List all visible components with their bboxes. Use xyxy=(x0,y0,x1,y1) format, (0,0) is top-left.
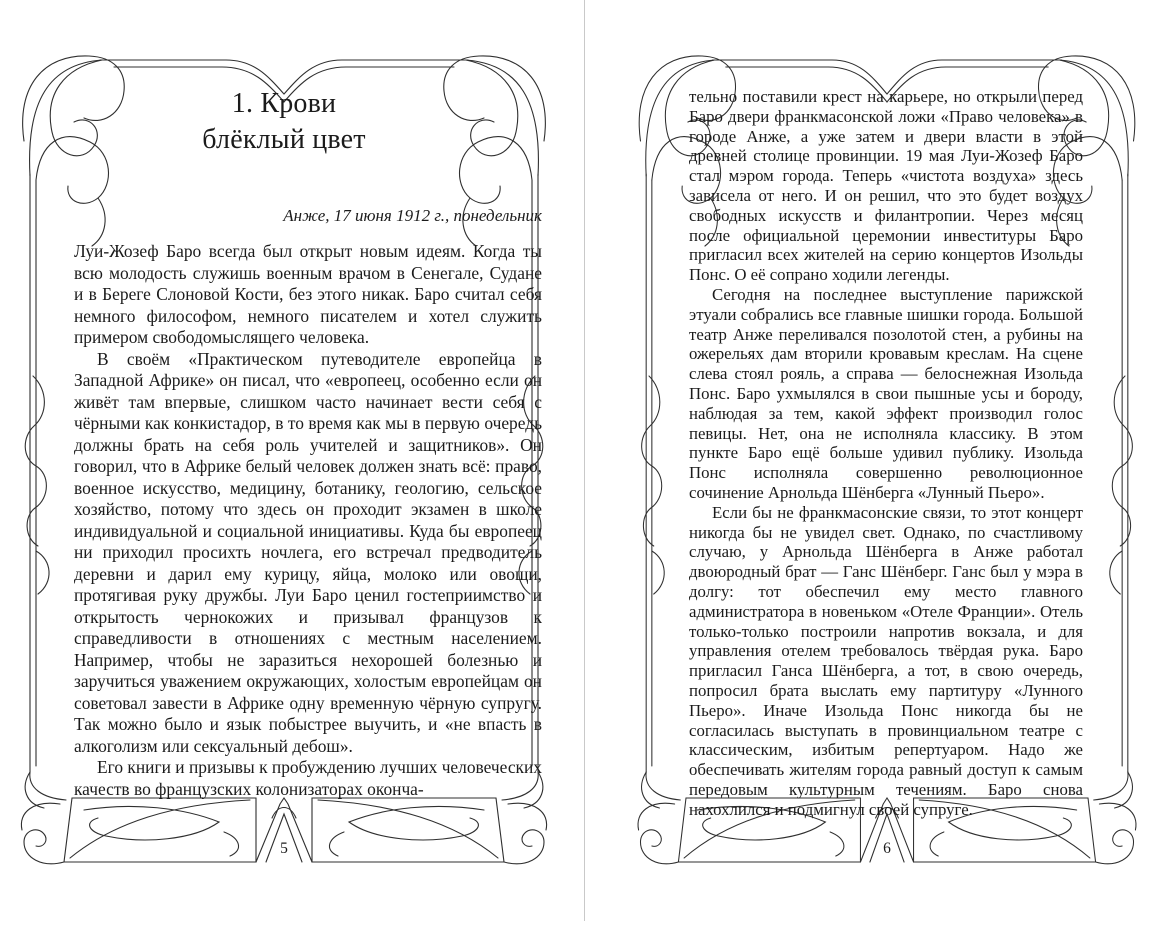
paragraph: В своём «Практическом путеводителе европейца в Западной Африке» он писал, что «европеец, особенно если он живёт там впервые, слишком часто начинает вести себя с чёрными как конкистадор, в то время как мы в первую очередь должны брать на себя роль учителей и защитников». Он говорил, что в Африке белый человек должен знать всё: право, военное искусство, медицину, ботанику, геологию, сельское хозяйство, потому что здесь он проходит экзамен в школе индивидуальной и социальной инициативы. Куда бы европеец ни приходил просихть ночлега, его встречал предводитель деревни и дарил ему курицу, яйца, молоко или овощи, протягивая руку дружбы. Луи Баро ценил гостеприимство и открытость чернокожих и призывал французов к справедливости в отношениях с местным населением. Например, чтобы не заразиться нехорошей болезнью и заручиться уважением окружающих, холостым европейцам он советовал завести в Африке одну временную чёрную супругу. Так можно было и язык побыстрее выучить, и «не впасть в алкоголизм или сексуальный дебош». xyxy=(74,348,542,756)
chapter-title xyxy=(14,86,554,158)
page-right xyxy=(585,0,1157,932)
page-number-right: 6 xyxy=(883,840,891,857)
page-number-left: 5 xyxy=(280,840,288,857)
body-text-left xyxy=(74,241,542,800)
body-text-right xyxy=(689,87,1083,819)
chapter-title-line2: блёклый цвет xyxy=(202,124,366,155)
paragraph: Сегодня на последнее выступление парижской этуали собрались все главные шишки города. Большой театр Анже переливался позолотой стен, а рубины на ожерельях дам вторили кровавым креслам. На сцене слева стоял рояль, а справа — белоснежная Изольда Понс. Баро ухмылялся в свои пышные усы и бороду, наблюдая за тем, какой эффект производил голос певицы. Нет, она не исполняла классику. В этом пункте Баро ещё больше удивил публику. Изольда Понс исполняла совершенно революционное сочинение Арнольда Шёнберга «Лунный Пьеро». xyxy=(689,284,1083,502)
paragraph: Луи-Жозеф Баро всегда был открыт новым идеям. Когда ты всю молодость служишь военным врачом в Сенегале, Судане и в Береге Слоновой Кости, без этого никак. Баро считал себя немного философом, немного писателем и хотел служить примером свободомыслящего человека. xyxy=(74,241,542,347)
paragraph: Его книги и призывы к пробуждению лучших человеческих качеств во французских колонизаторах оконча- xyxy=(74,757,542,799)
paragraph: тельно поставили крест на карьере, но открыли перед Баро двери франкмасонской ложи «Право человека» в городе Анже, а уже затем и двери власти в этой древней столице провинции. 19 мая Луи-Жозеф Баро стал мэром города. Теперь «чистота воздуха» здесь зависела от него. И он решил, что это будет воздух свободных искусств и филантропии. Через месяц после официальной церемонии инвеституры Баро пригласил всех жителей на серию концертов Изольды Понс. О её сопрано ходили легенды. xyxy=(689,87,1083,285)
chapter-title-line1: 1. Крови xyxy=(231,88,337,119)
dateline: Анже, 17 июня 1912 г., понедельник xyxy=(283,206,542,225)
paragraph: Если бы не франкмасонские связи, то этот концерт никогда бы не увидел свет. Однако, по счастливому случаю, у Арнольда Шёнберга в Анже работал двоюродный брат — Ганс Шёнберг. Ганс был у мэра в долгу: тот обеспечил ему место главного администратора в новеньком «Отеле Франции». Отель только-только построили напротив вокзала, и для управления отелем требовалось твёрдая рука. Баро пригласил Ганса Шёнберга, а тот, в свою очередь, попросил брата выслать ему партитуру «Лунного Пьеро». Иначе Изольда Понс никогда бы не согласилась выступать в провинциальном театре с классическим, избитым репертуаром. Надо же обеспечивать жителям города равный доступ к самым передовым культурным течениям. Баро снова нахохлился и подмигнул своей супруге. xyxy=(689,502,1083,819)
